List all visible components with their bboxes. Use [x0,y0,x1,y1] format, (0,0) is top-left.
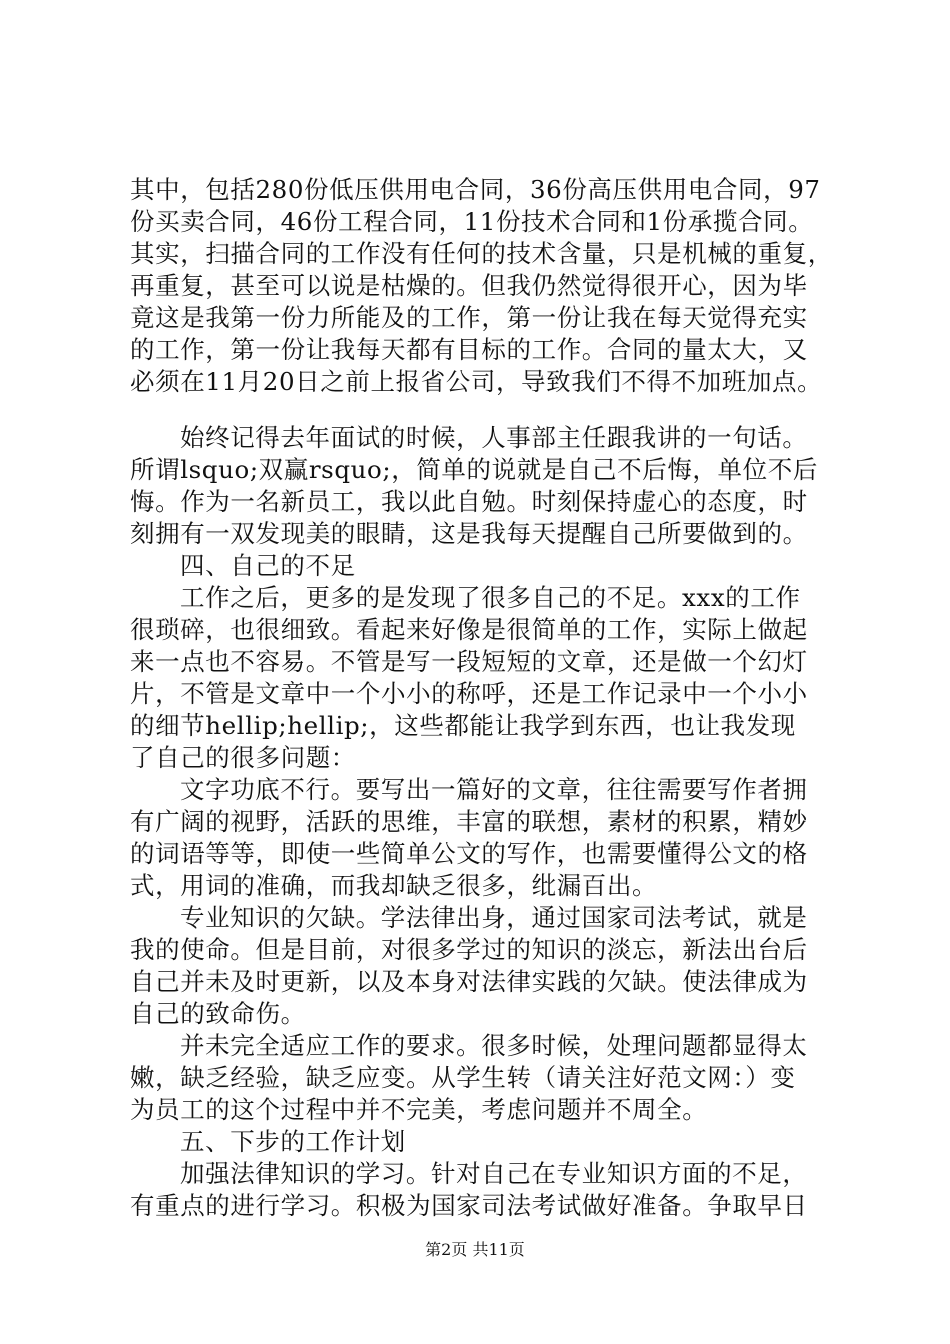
text-line: 刻拥有一双发现美的眼睛，这是我每天提醒自己所要做到的。 [130,519,808,548]
text-line: 来一点也不容易。不管是写一段短短的文章，还是做一个幻灯 [130,647,808,676]
text-line: 的细节hellip;hellip;，这些都能让我学到东西，也让我发现 [130,711,796,740]
text-line: 并未完全适应工作的要求。很多时候，处理问题都显得太 [180,1031,808,1060]
text-line: 工作之后，更多的是发现了很多自己的不足。xxx的工作 [180,583,801,612]
page-footer: 第2页 共11页 [425,1240,525,1259]
text-line: 自己的致命伤。 [130,999,306,1028]
text-line: 自己并未及时更新，以及本身对法律实践的欠缺。使法律成为 [130,967,808,996]
text-line: 加强法律知识的学习。针对自己在专业知识方面的不足， [180,1159,808,1188]
text-line: 我的使命。但是目前，对很多学过的知识的淡忘，新法出台后 [130,935,808,964]
text-line: 其中，包括280份低压供用电合同，36份高压供用电合同，97 [130,175,821,204]
text-line: 必须在11月20日之前上报省公司，导致我们不得不加班加点。 [130,367,823,396]
text-line: 始终记得去年面试的时候，人事部主任跟我讲的一句话。 [180,423,808,452]
text-line: 有重点的进行学习。积极为国家司法考试做好准备。争取早日 [130,1191,808,1220]
text-line: 再重复，甚至可以说是枯燥的。但我仍然觉得很开心，因为毕 [130,271,808,300]
text-line: 的工作，第一份让我每天都有目标的工作。合同的量太大，又 [130,335,808,364]
text-line: 的词语等等，即使一些简单公文的写作，也需要懂得公文的格 [130,839,808,868]
text-line: 份买卖合同，46份工程合同，11份技术合同和1份承揽合同。 [130,207,814,236]
text-line: 悔。作为一名新员工，我以此自勉。时刻保持虚心的态度，时 [130,487,808,516]
section-heading: 四、自己的不足 [180,551,356,580]
text-line: 式，用词的准确，而我却缺乏很多，纰漏百出。 [130,871,658,900]
text-line: 其实，扫描合同的工作没有任何的技术含量，只是机械的重复， [130,239,833,268]
text-line: 有广阔的视野，活跃的思维，丰富的联想，素材的积累，精妙 [130,807,808,836]
text-line: 文字功底不行。要写出一篇好的文章，往往需要写作者拥 [180,775,808,804]
text-line: 专业知识的欠缺。学法律出身，通过国家司法考试，就是 [180,903,808,932]
text-line: 片，不管是文章中一个小小的称呼，还是工作记录中一个小小 [130,679,808,708]
text-line: 很琐碎，也很细致。看起来好像是很简单的工作，实际上做起 [130,615,808,644]
text-line: 嫩，缺乏经验，缺乏应变。从学生转（请关注好范文网：）变 [130,1063,796,1092]
text-line: 为员工的这个过程中并不完美，考虑问题并不周全。 [130,1095,708,1124]
text-line: 所谓lsquo;双赢rsquo;，简单的说就是自己不后悔，单位不后 [130,455,818,484]
section-heading: 五、下步的工作计划 [180,1127,406,1156]
text-line: 了自己的很多问题： [130,743,356,772]
text-line: 竟这是我第一份力所能及的工作，第一份让我在每天觉得充实 [130,303,808,332]
